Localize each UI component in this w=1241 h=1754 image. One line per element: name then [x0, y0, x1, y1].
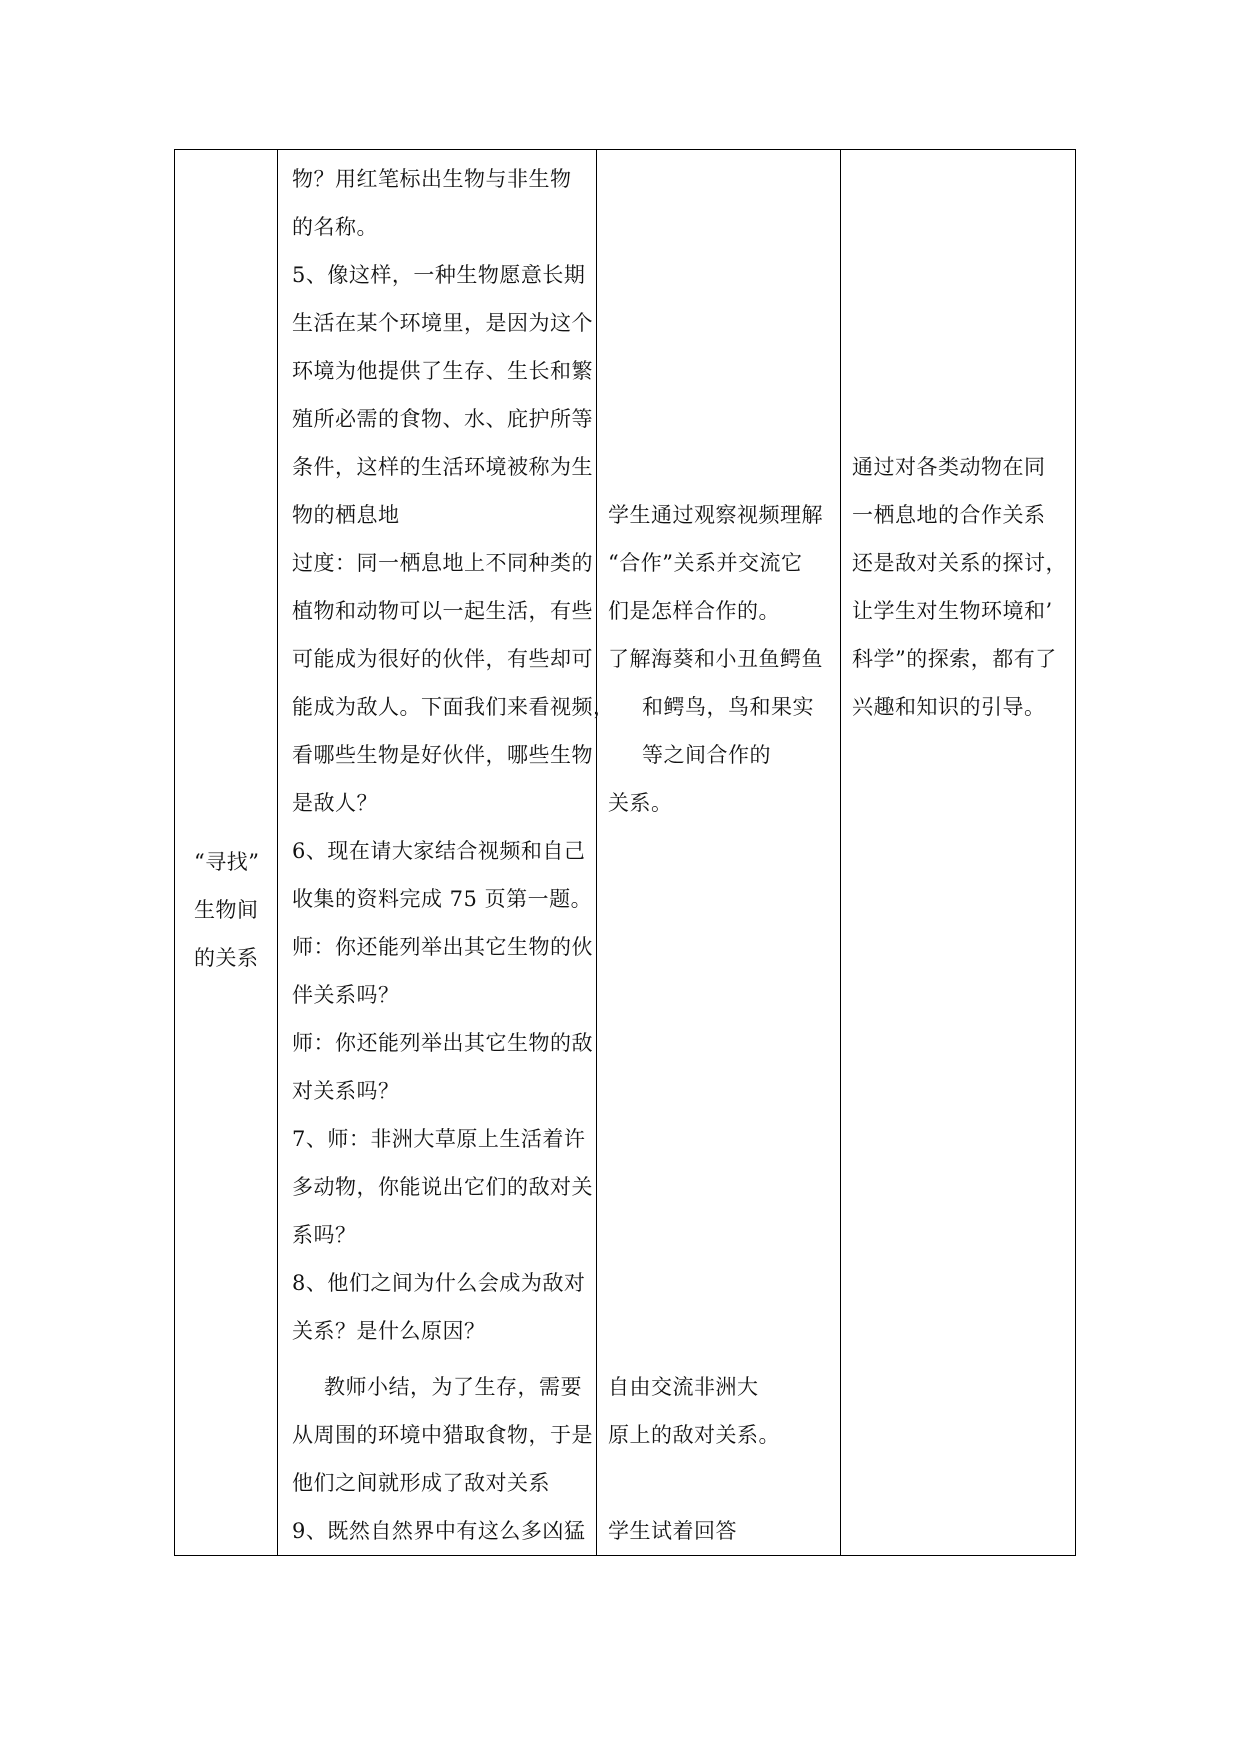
student-activity-line: 学生试着回答	[608, 1519, 737, 1543]
teacher-activity-line: 条件，这样的生活环境被称为生	[292, 455, 593, 479]
student-activity-line: “合作”关系并交流它	[608, 551, 803, 575]
student-activity-line: 学生通过观察视频理解	[608, 503, 823, 527]
teacher-activity-line: 教师小结，为了生存，需要	[324, 1375, 582, 1399]
design-intent-line: 还是敌对关系的探讨，	[852, 551, 1067, 575]
teacher-activity-line: 生活在某个环境里，是因为这个	[292, 311, 593, 335]
section-title-line: 的关系	[194, 946, 259, 970]
teacher-activity-line: 收集的资料完成 75 页第一题。	[292, 887, 593, 911]
teacher-activity-line: 他们之间就形成了敌对关系	[292, 1471, 550, 1495]
teacher-activity-line: 7、师：非洲大草原上生活着许	[292, 1127, 586, 1151]
teacher-activity-line: 物的栖息地	[292, 503, 400, 527]
teacher-activity-line: 伴关系吗？	[292, 983, 400, 1007]
student-activity-line: 和鳄鸟，鸟和果实	[642, 695, 814, 719]
section-title-line: 生物间	[194, 898, 259, 922]
section-title-cell	[175, 150, 278, 1556]
teacher-activity-line: 对关系吗？	[292, 1079, 400, 1103]
student-activity-line: 等之间合作的	[642, 743, 771, 767]
teacher-activity-line: 师：你还能列举出其它生物的伙	[292, 935, 593, 959]
teacher-activity-line: 的名称。	[292, 215, 378, 239]
teacher-activity-line: 从周围的环境中猎取食物，于是	[292, 1423, 593, 1447]
design-intent-line: 一栖息地的合作关系	[852, 503, 1046, 527]
teacher-activity-line: 系吗？	[292, 1223, 357, 1247]
teacher-activity-line: 植物和动物可以一起生活，有些	[292, 599, 593, 623]
student-activity-line: 了解海葵和小丑鱼鳄鱼	[608, 647, 823, 671]
design-intent-line: 通过对各类动物在同	[852, 455, 1046, 479]
teacher-activity-line: 9、既然自然界中有这么多凶猛	[292, 1519, 586, 1543]
teacher-activity-line: 可能成为很好的伙伴，有些却可	[292, 647, 593, 671]
design-intent-line: 兴趣和知识的引导。	[852, 695, 1046, 719]
teacher-activity-line: 8、他们之间为什么会成为敌对	[292, 1271, 586, 1295]
lesson-plan-table	[174, 149, 1076, 1556]
teacher-activity-line: 师：你还能列举出其它生物的敌	[292, 1031, 593, 1055]
design-intent-cell	[841, 150, 1076, 1556]
teacher-activity-line: 是敌人？	[292, 791, 378, 815]
teacher-activity-cell	[278, 150, 615, 1556]
teacher-activity-line: 看哪些生物是好伙伴，哪些生物	[292, 743, 593, 767]
teacher-activity-line: 关系？是什么原因？	[292, 1319, 486, 1343]
table-row	[175, 150, 1076, 1556]
design-intent-line: 科学”的探索，都有了	[852, 647, 1057, 671]
teacher-activity-line: 环境为他提供了生存、生长和繁	[292, 359, 593, 383]
student-activity-line: 原上的敌对关系。	[608, 1423, 780, 1447]
teacher-activity-line: 多动物，你能说出它们的敌对关	[292, 1175, 593, 1199]
design-intent-line: 让学生对生物环境和’	[852, 599, 1053, 623]
section-title-line: “寻找”	[194, 850, 260, 874]
teacher-activity-line: 过度：同一栖息地上不同种类的	[292, 551, 593, 575]
teacher-activity-line: 6、现在请大家结合视频和自己	[292, 839, 586, 863]
teacher-activity-line: 物？用红笔标出生物与非生物	[292, 167, 572, 191]
student-activity-line: 们是怎样合作的。	[608, 599, 780, 623]
student-activity-line: 自由交流非洲大	[608, 1375, 759, 1399]
student-activity-line: 关系。	[608, 791, 673, 815]
student-activity-cell	[597, 150, 841, 1556]
teacher-activity-line: 5、像这样，一种生物愿意长期	[292, 263, 586, 287]
teacher-activity-line: 殖所必需的食物、水、庇护所等	[292, 407, 593, 431]
teacher-activity-line: 能成为敌人。下面我们来看视频，	[292, 695, 615, 719]
